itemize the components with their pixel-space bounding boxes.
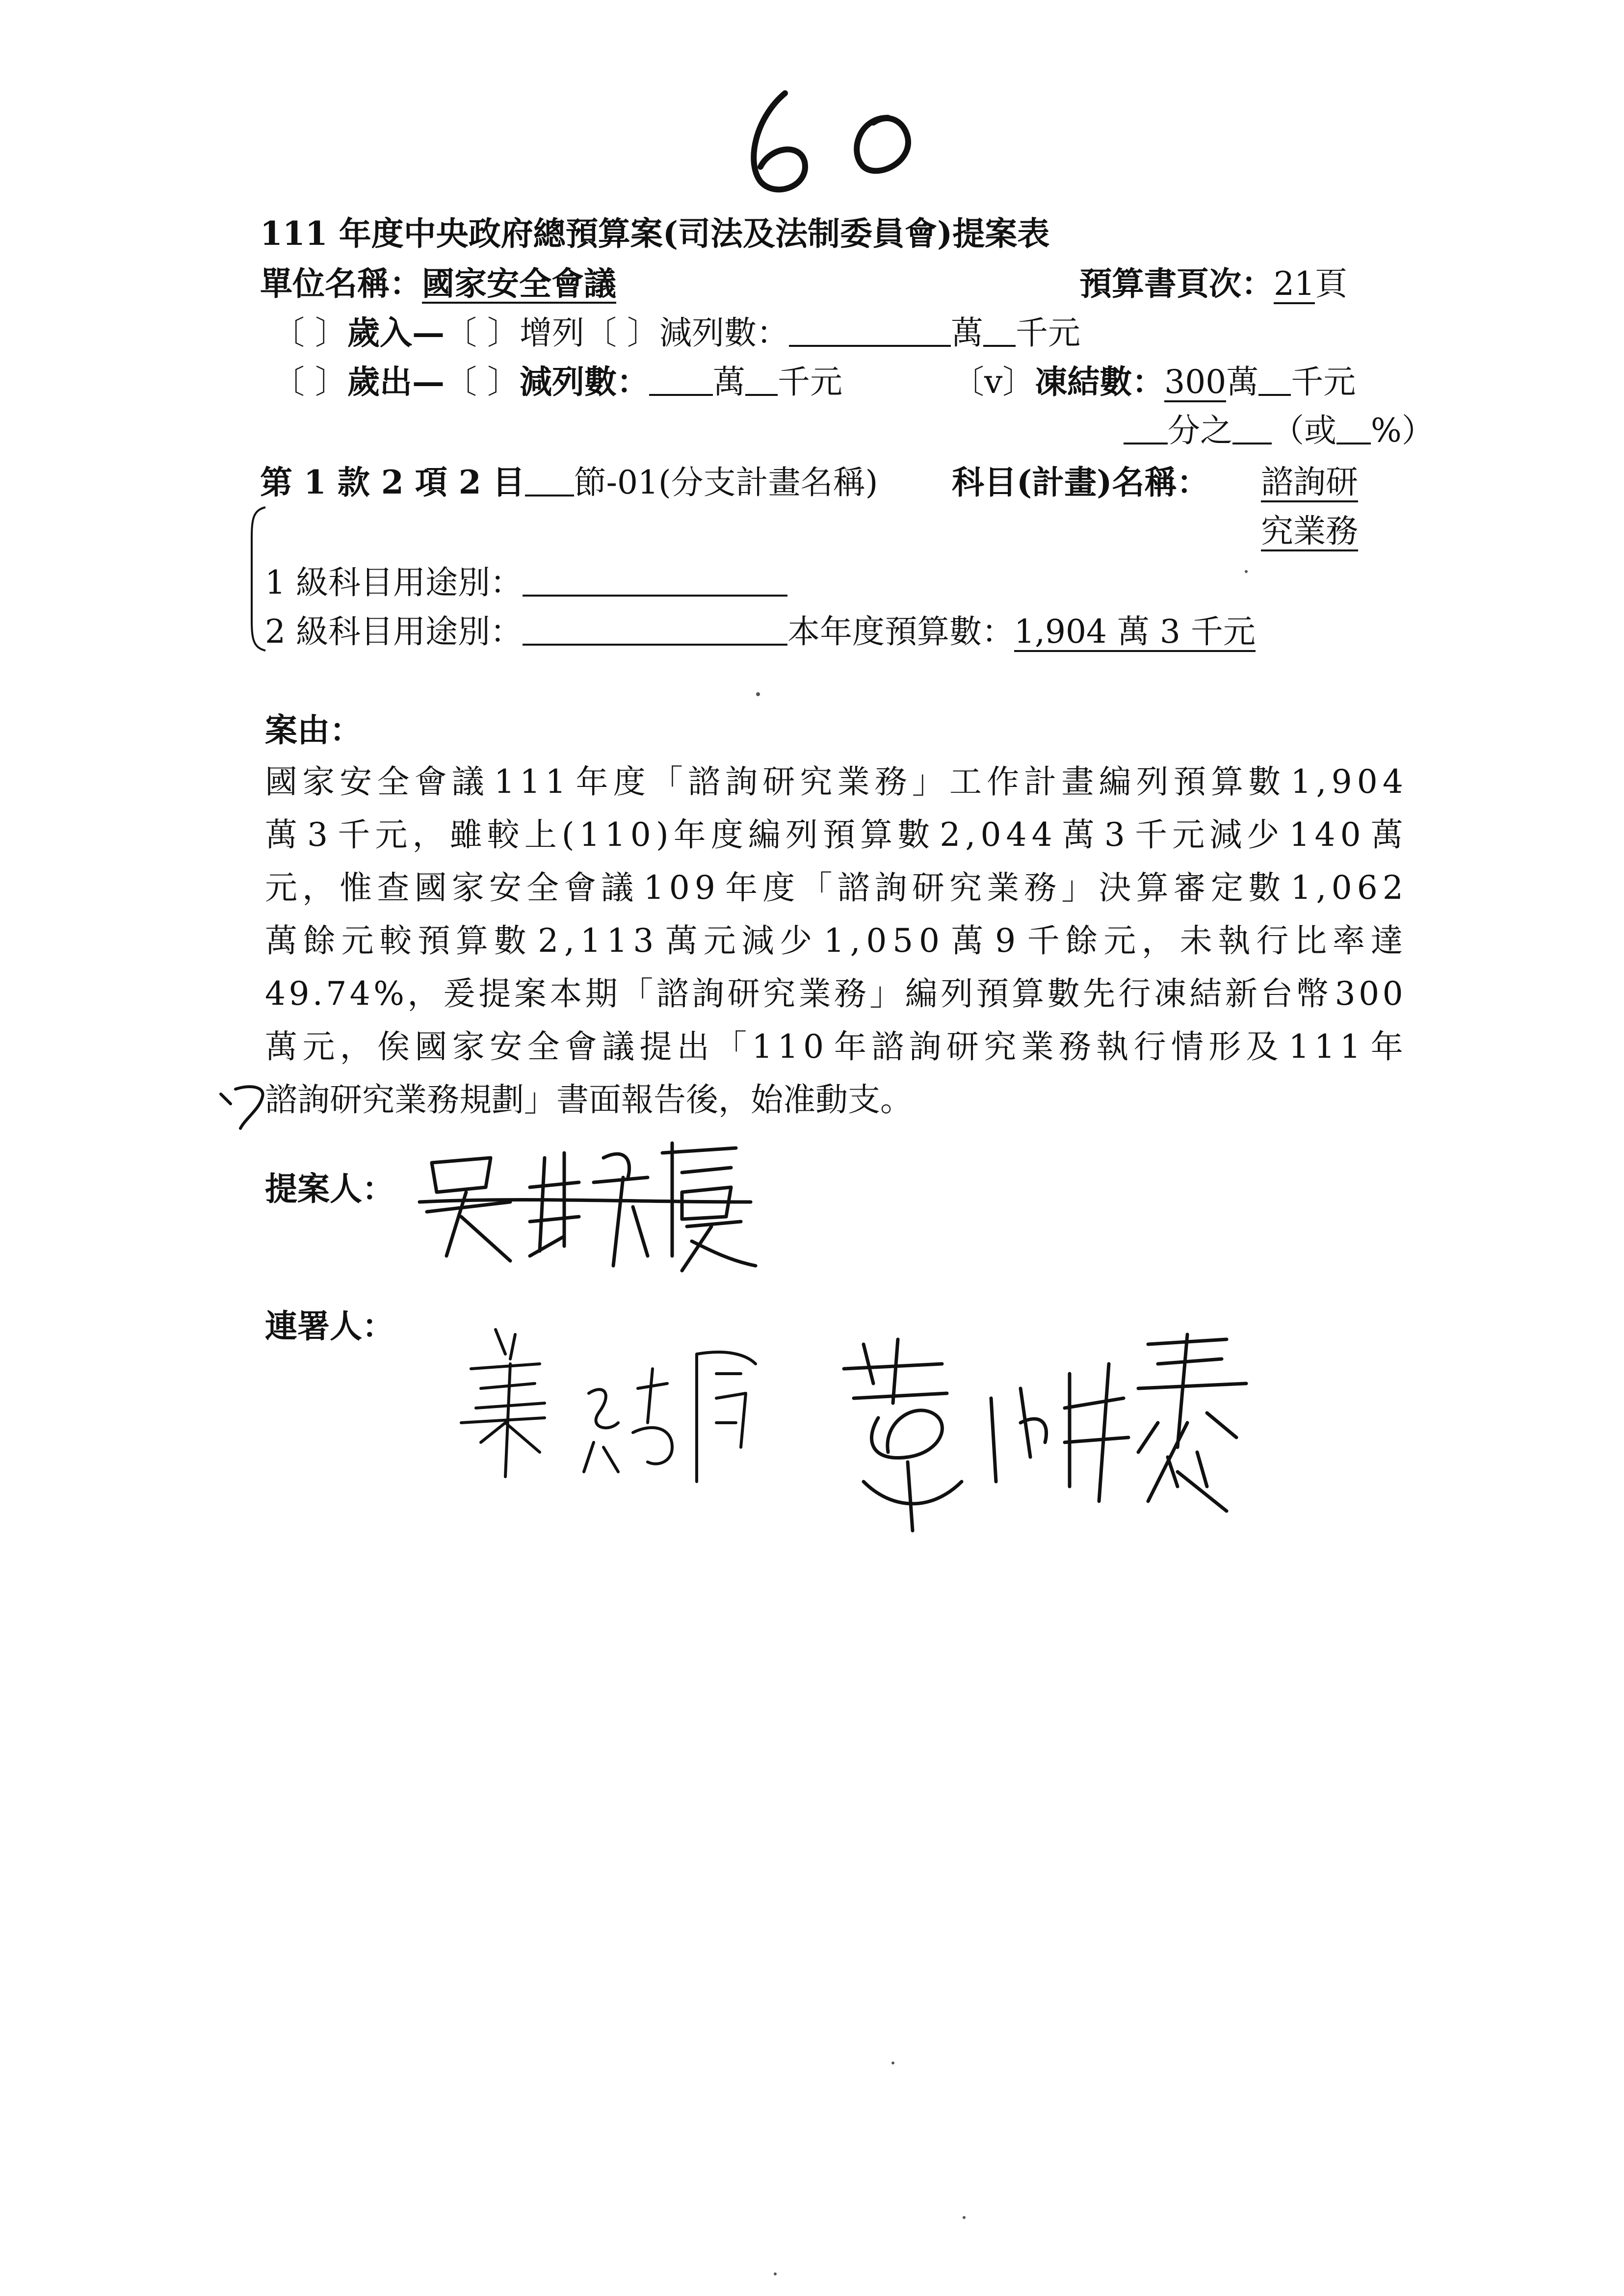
page-ref-label: 預算書頁次： [1079, 264, 1274, 303]
expense-bracket-2: 〔 〕 [444, 363, 520, 401]
reason-line: 元 ， 惟 查 國 家 安 全 會 議 1 0 9 年 度 「 諮 詢 研 究 業 務 」 決 算 審 定 數 1 , 0 6 2 [265, 869, 1403, 907]
page-ref-value: 21 [1274, 266, 1315, 304]
revenue-bracket-1: 〔 〕 [272, 314, 347, 352]
unit-value: 國家安全會議 [422, 264, 616, 303]
expense-bracket-1: 〔 〕 [272, 363, 347, 401]
subject-jie: 節-01(分支計畫名稱) [574, 464, 878, 501]
unit-label: 單位名稱： [260, 264, 422, 303]
level2-label: 2 級科目用途別： [265, 613, 523, 651]
revenue-increase: 增列 [519, 314, 584, 352]
reason-label: 案由： [265, 711, 362, 749]
document-title: 111 年度中央政府總預算案(司法及法制委員會)提案表 [260, 214, 1050, 253]
reason-line: 萬 3 千 元 ， 雖 較 上 ( 1 1 0 ) 年 度 編 列 預 算 數 2 , 0 4 4 萬 3 千 元 減 少 1 4 0 萬 [265, 816, 1403, 854]
budget-value: 1,904 萬 3 千元 [1014, 614, 1256, 652]
revenue-decrease: 減列數： [659, 314, 789, 352]
freeze-qian: 千元 [1291, 363, 1356, 401]
fraction-percent: %） [1371, 412, 1434, 449]
subject-prefix: 第 1 款 2 項 2 目 [260, 463, 525, 501]
revenue-wan: 萬 [950, 314, 983, 352]
revenue-bracket-2: 〔 〕 [444, 314, 520, 352]
freeze-wan: 萬 [1226, 363, 1259, 401]
expense-wan: 萬 [712, 363, 745, 401]
subject-name-label: 科目(計畫)名稱： [952, 463, 1209, 501]
proposer-label: 提案人： [265, 1170, 394, 1208]
revenue-bracket-3: 〔 〕 [584, 314, 659, 352]
page-ref-suffix: 頁 [1314, 265, 1347, 303]
freeze-label: 凍結數： [1035, 363, 1165, 401]
freeze-check: 〔v〕 [952, 363, 1035, 401]
reason-line: 萬 餘 元 較 預 算 數 2 , 1 1 3 萬 元 減 少 1 , 0 5 0 萬 9 千 餘 元 ， 未 執 行 比 率 達 [265, 922, 1403, 960]
reason-line: 萬 元 ， 俟 國 家 安 全 會 議 提 出 「 1 1 0 年 諮 詢 研 究 業 務 執 行 情 形 及 1 1 1 年 [265, 1028, 1403, 1066]
level1-label: 1 級科目用途別： [265, 564, 523, 601]
revenue-qian: 千元 [1015, 314, 1080, 352]
subject-name-line2: 究業務 [1261, 508, 1358, 555]
expense-qian: 千元 [777, 363, 842, 401]
reason-line: 國 家 安 全 會 議 1 1 1 年 度 「 諮 詢 研 究 業 務 」 工 作 計 畫 編 列 預 算 數 1 , 9 0 4 [265, 763, 1403, 801]
budget-label: 本年度預算數： [787, 613, 1014, 651]
subject-name-line1: 諮詢研 [1261, 459, 1358, 506]
fraction-fen: 分之 [1168, 412, 1232, 449]
reason-line: 4 9 . 7 4 % ， 爰 提 案 本 期 「 諮 詢 研 究 業 務 」 編 列 預 算 數 先 行 凍 結 新 台 幣 3 0 0 [265, 975, 1403, 1013]
reason-line: 諮詢研究業務規劃」書面報告後，始准動支。 [265, 1081, 913, 1119]
revenue-label: 歲入— [347, 313, 445, 352]
expense-label: 歲出— [347, 363, 445, 401]
expense-decrease: 減列數： [519, 363, 649, 401]
fraction-or: （或 [1272, 412, 1336, 449]
cosigner-label: 連署人： [265, 1307, 394, 1345]
freeze-amount: 300 [1164, 365, 1226, 402]
